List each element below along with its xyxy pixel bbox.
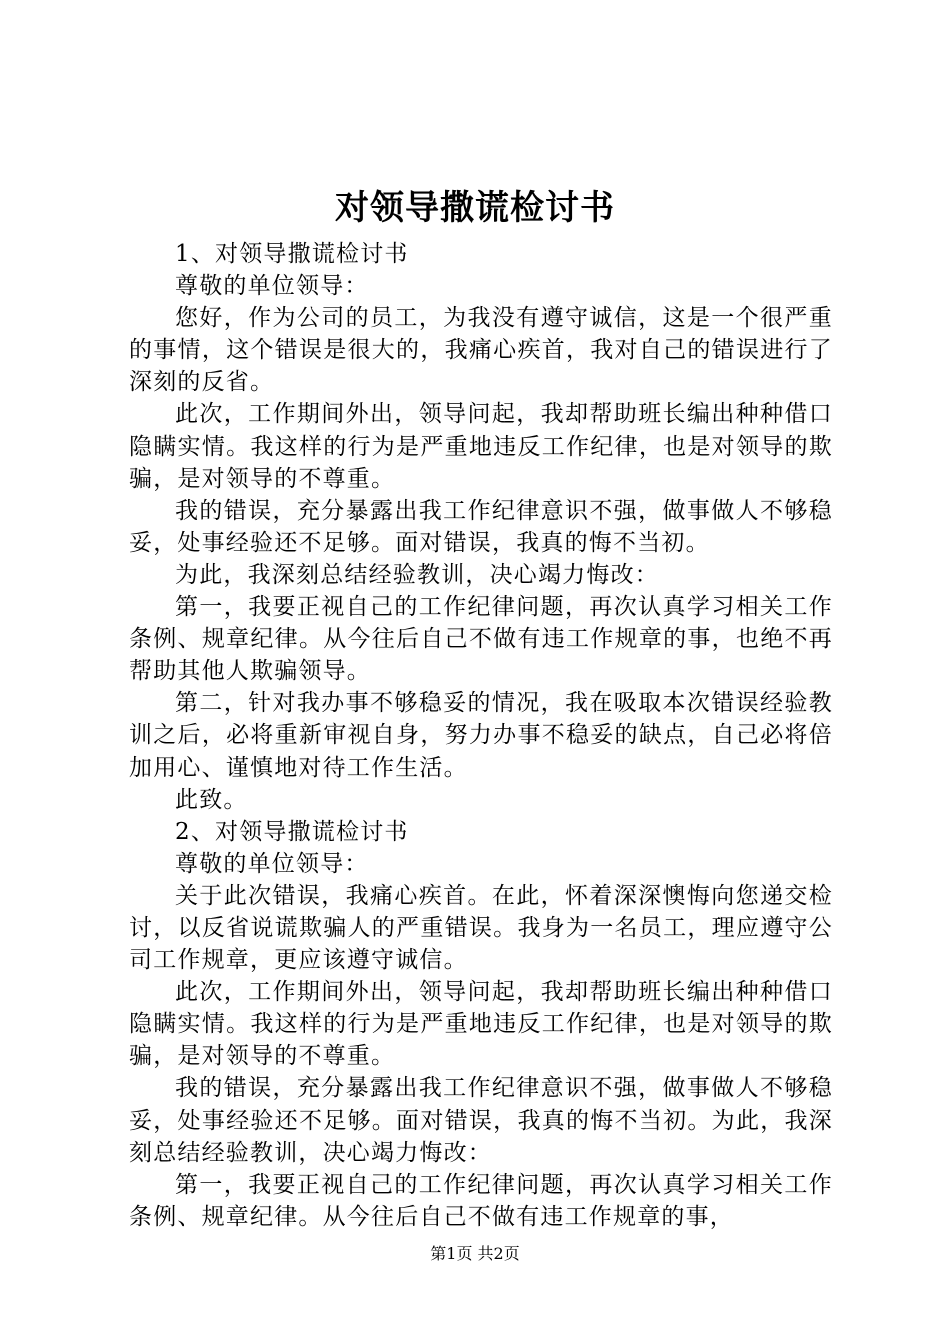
paragraph: 我的错误，充分暴露出我工作纪律意识不强，做事做人不够稳妥，处事经验还不足够。面对错误，我真的悔不当初。为此，我深刻总结经验教训，决心竭力悔改：	[129, 1075, 833, 1166]
closing: 此致。	[175, 786, 248, 813]
document-body	[129, 238, 833, 1233]
page-footer: 第1页 共2页	[430, 1244, 520, 1263]
salutation: 尊敬的单位领导：	[175, 273, 369, 300]
paragraph: 我的错误，充分暴露出我工作纪律意识不强，做事做人不够稳妥，处事经验还不足够。面对错误，我真的悔不当初。	[129, 497, 833, 556]
paragraph: 您好，作为公司的员工，为我没有遵守诚信，这是一个很严重的事情，这个错误是很大的，我痛心疾首，我对自己的错误进行了深刻的反省。	[129, 305, 833, 396]
section-heading-2: 2、对领导撒谎检讨书	[175, 818, 409, 845]
paragraph: 此次，工作期间外出，领导问起，我却帮助班长编出种种借口隐瞒实情。我这样的行为是严重地违反工作纪律，也是对领导的欺骗，是对领导的不尊重。	[129, 979, 833, 1070]
document-title: 对领导撒谎检讨书	[335, 188, 615, 228]
paragraph: 第二，针对我办事不够稳妥的情况，我在吸取本次错误经验教训之后，必将重新审视自身，努力办事不稳妥的缺点，自己必将倍加用心、谨慎地对待工作生活。	[129, 690, 833, 781]
paragraph: 关于此次错误，我痛心疾首。在此，怀着深深懊悔向您递交检讨，以反省说谎欺骗人的严重错误。我身为一名员工，理应遵守公司工作规章，更应该遵守诚信。	[129, 882, 833, 974]
paragraph: 第一，我要正视自己的工作纪律问题，再次认真学习相关工作条例、规章纪律。从今往后自己不做有违工作规章的事，也绝不再帮助其他人欺骗领导。	[129, 594, 833, 685]
salutation: 尊敬的单位领导：	[175, 850, 369, 877]
paragraph: 此次，工作期间外出，领导问起，我却帮助班长编出种种借口隐瞒实情。我这样的行为是严重地违反工作纪律，也是对领导的欺骗，是对领导的不尊重。	[129, 401, 833, 492]
paragraph: 为此，我深刻总结经验教训，决心竭力悔改：	[175, 561, 659, 588]
paragraph: 第一，我要正视自己的工作纪律问题，再次认真学习相关工作条例、规章纪律。从今往后自己不做有违工作规章的事，	[129, 1171, 833, 1230]
section-heading-1: 1、对领导撒谎检讨书	[175, 241, 409, 267]
